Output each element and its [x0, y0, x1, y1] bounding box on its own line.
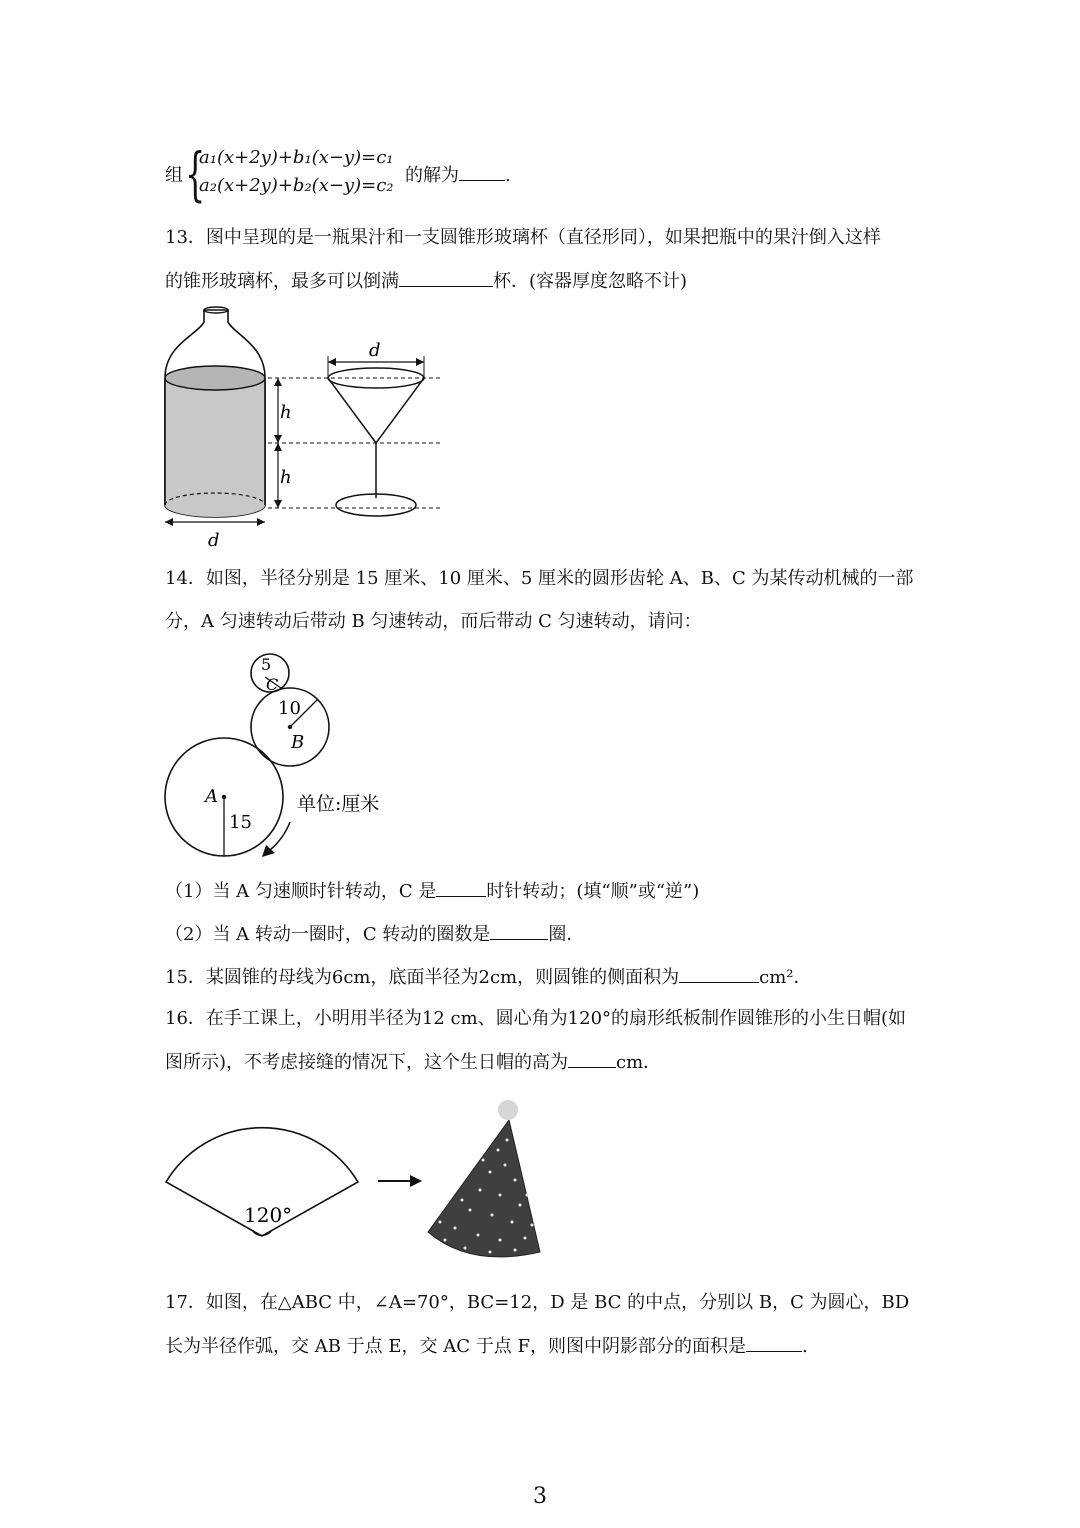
- hat-pompom: [498, 1100, 518, 1120]
- q16-line-2: [165, 1049, 661, 1076]
- left-brace: {: [185, 140, 206, 208]
- q16-line-2a: 图所示)，不考虑接缝的情况下，这个生日帽的高为: [165, 1052, 569, 1073]
- height-label-1: h: [280, 402, 292, 423]
- gear-c-radius: 5: [261, 655, 272, 674]
- rotation-arrow: [270, 822, 290, 850]
- gear-b-radius: 10: [278, 698, 301, 719]
- answer-blank[interactable]: [746, 1333, 802, 1352]
- q13-line-2: [165, 268, 687, 295]
- angle-arc: [252, 1230, 272, 1235]
- q14-sub-1: [165, 878, 699, 905]
- q13-line-2a: 的锥形玻璃杯，最多可以倒满: [165, 271, 399, 292]
- q14-sub-2b: 圈．: [548, 924, 585, 945]
- q12-equation-2: a₂(x+2y)+b₂(x−y)=c₂: [199, 175, 394, 196]
- bottle-diameter-label: d: [208, 530, 220, 550]
- page-number: 3: [533, 1484, 547, 1509]
- gear-c-label: C: [266, 675, 279, 694]
- q15-text-b: cm²．: [759, 967, 812, 988]
- q16-figure: [155, 1090, 555, 1270]
- q15-line: [165, 964, 811, 991]
- q12-end: .: [505, 165, 511, 186]
- q16-line-2b: cm．: [616, 1052, 662, 1073]
- q14-gear-figure: [155, 645, 425, 865]
- q17-line-2a: 长为半径作弧，交 AB 于点 E，交 AC 于点 F，则图中阴影部分的面积是: [165, 1336, 746, 1357]
- gear-a-radius: 15: [229, 812, 252, 833]
- sector-angle-label: 120°: [244, 1203, 293, 1227]
- answer-blank[interactable]: [436, 878, 486, 897]
- q14-sub-1a: （1）当 A 匀速顺时针转动，C 是: [165, 881, 437, 902]
- q16-line-1: 16．在手工课上，小明用半径为12 cm、圆心角为120°的扇形纸板制作圆锥形的小生日帽(如: [165, 1008, 907, 1029]
- q13-line-1: 13．图中呈现的是一瓶果汁和一支圆锥形玻璃杯（直径形同），如果把瓶中的果汁倒入这样: [165, 227, 881, 248]
- answer-blank[interactable]: [679, 964, 759, 983]
- q12-tail-text: 的解为: [405, 165, 459, 186]
- q17-line-2: [165, 1333, 808, 1360]
- q17-line-1: 17．如图，在△ABC 中，∠A=70°，BC=12，D 是 BC 的中点，分别以 B，C 为圆心，BD: [165, 1292, 910, 1313]
- q13-figure: [155, 300, 455, 550]
- answer-blank[interactable]: [568, 1049, 616, 1068]
- q15-text-a: 15．某圆锥的母线为6cm，底面半径为2cm，则圆锥的侧面积为: [165, 967, 680, 988]
- juice-surface: [165, 366, 265, 390]
- answer-blank[interactable]: [459, 162, 505, 181]
- juice-fill: [165, 378, 265, 517]
- q14-sub-1b: 时针转动；(填“顺”或“逆”): [486, 881, 700, 902]
- glass-diameter-label: d: [369, 340, 381, 361]
- height-label-2: h: [280, 467, 292, 488]
- birthday-hat: [428, 1120, 540, 1257]
- q14-sub-2a: （2）当 A 转动一圈时，C 转动的圈数是: [165, 924, 491, 945]
- q13-line-2b: 杯．(容器厚度忽略不计): [493, 271, 688, 292]
- gear-b-label: B: [291, 732, 305, 753]
- unit-label: 单位:厘米: [297, 793, 380, 815]
- q12-tail: [405, 161, 511, 187]
- gear-a-label: A: [205, 786, 218, 807]
- answer-blank[interactable]: [490, 921, 548, 940]
- q14-line-1: 14．如图，半径分别是 15 厘米、10 厘米、5 厘米的圆形齿轮 A、B、C 为某传动机械的一部: [165, 568, 914, 589]
- q14-line-2: 分，A 匀速转动后带动 B 匀速转动，而后带动 C 匀速转动，请问：: [165, 611, 702, 632]
- q12-equation-1: a₁(x+2y)+b₁(x−y)=c₁: [199, 147, 394, 168]
- q12-prefix: 组: [165, 165, 183, 186]
- q17-line-2b: .: [801, 1336, 808, 1357]
- answer-blank[interactable]: [399, 268, 493, 287]
- q14-sub-2: [165, 921, 584, 948]
